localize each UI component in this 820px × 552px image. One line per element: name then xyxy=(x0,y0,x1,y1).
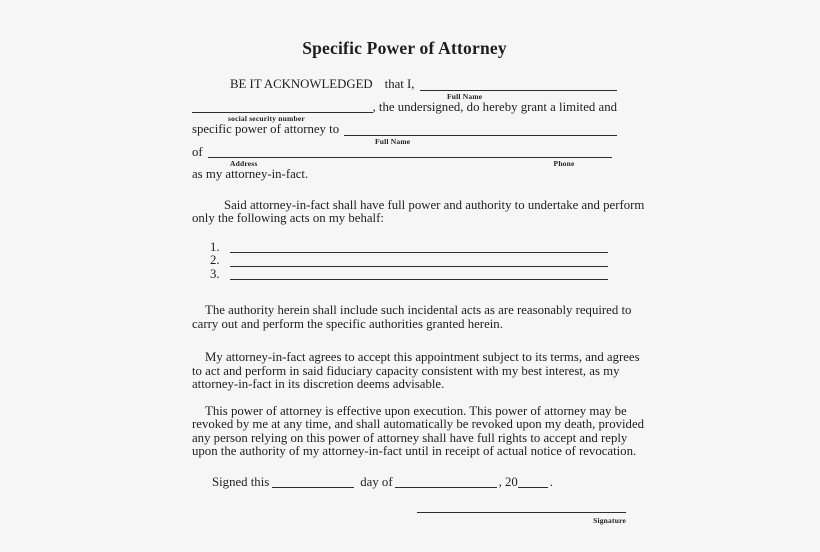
address-row xyxy=(192,146,617,160)
ssn-label: social security number xyxy=(228,114,305,123)
act-field-1[interactable] xyxy=(230,252,608,253)
signed-row xyxy=(212,476,617,490)
ssn-field[interactable] xyxy=(192,112,373,113)
power-of-attorney-form xyxy=(192,38,645,527)
agent-address-phone-field[interactable] xyxy=(208,157,612,158)
acts-intro-paragraph: Said attorney-in-fact shall have full power and authority to undertake and perform only the following acts on my behalf: xyxy=(192,197,645,225)
of-text: of xyxy=(192,144,203,159)
address-label: Address xyxy=(230,159,258,168)
act-number-2: 2. xyxy=(210,253,220,267)
act-field-2[interactable] xyxy=(230,266,608,267)
authority-paragraph: The authority herein shall include such incidental acts as are reasonably required to carry out and perform the specific authorities granted herein. xyxy=(192,303,632,331)
ssn-row xyxy=(192,101,617,115)
signed-year-field[interactable] xyxy=(518,487,548,488)
full-name-label: Full Name xyxy=(447,91,483,101)
agent-name-row xyxy=(192,123,617,137)
act-number-3: 3. xyxy=(210,266,220,281)
effective-paragraph: This power of attorney is effective upon execution. This power of attorney may be revoked by me at any time, and shall automatically be revoked upon my death, provided any person relying on this power of attorney shall have full rights to accept and reply upon the authority of my attorney-in-fact until in receipt of actual notice of revocation. xyxy=(192,403,645,458)
attorney-in-fact-text: as my attorney-in-fact. xyxy=(192,167,309,181)
signed-period-text: . xyxy=(549,474,553,489)
undersigned-text: , the undersigned, do hereby grant a limited and xyxy=(372,99,617,114)
act-field-3[interactable] xyxy=(230,279,608,280)
acknowledged-row xyxy=(192,78,617,92)
year-prefix-text: , 20 xyxy=(498,474,518,489)
signed-this-text: Signed this xyxy=(212,474,270,489)
act-number-1: 1. xyxy=(210,239,220,254)
act-item-2 xyxy=(192,254,617,268)
signed-day-field[interactable] xyxy=(272,487,354,488)
signature-label: Signature xyxy=(593,516,626,525)
acts-list xyxy=(192,241,617,282)
that-i-text: that I, xyxy=(384,77,415,91)
act-item-3 xyxy=(192,268,617,282)
agent-full-name-label: Full Name xyxy=(375,136,411,146)
agreement-paragraph: My attorney-in-fact agrees to accept this appointment subject to its terms, and agrees to act and perform in said fiduciary capacity consistent with my best interest, as my attorney-in-fact in its discretion deems advisable. xyxy=(192,350,640,391)
signature-block xyxy=(417,512,626,527)
grant-text: specific power of attorney to xyxy=(192,122,340,136)
principal-name-field[interactable] xyxy=(420,90,617,91)
phone-label: Phone xyxy=(553,159,575,168)
act-item-1 xyxy=(192,241,617,255)
acknowledged-text: BE IT ACKNOWLEDGED xyxy=(230,77,373,91)
day-of-text: day of xyxy=(360,474,393,489)
document-title: Specific Power of Attorney xyxy=(302,38,507,58)
agent-name-field[interactable] xyxy=(344,135,617,136)
signed-month-field[interactable] xyxy=(395,487,497,488)
